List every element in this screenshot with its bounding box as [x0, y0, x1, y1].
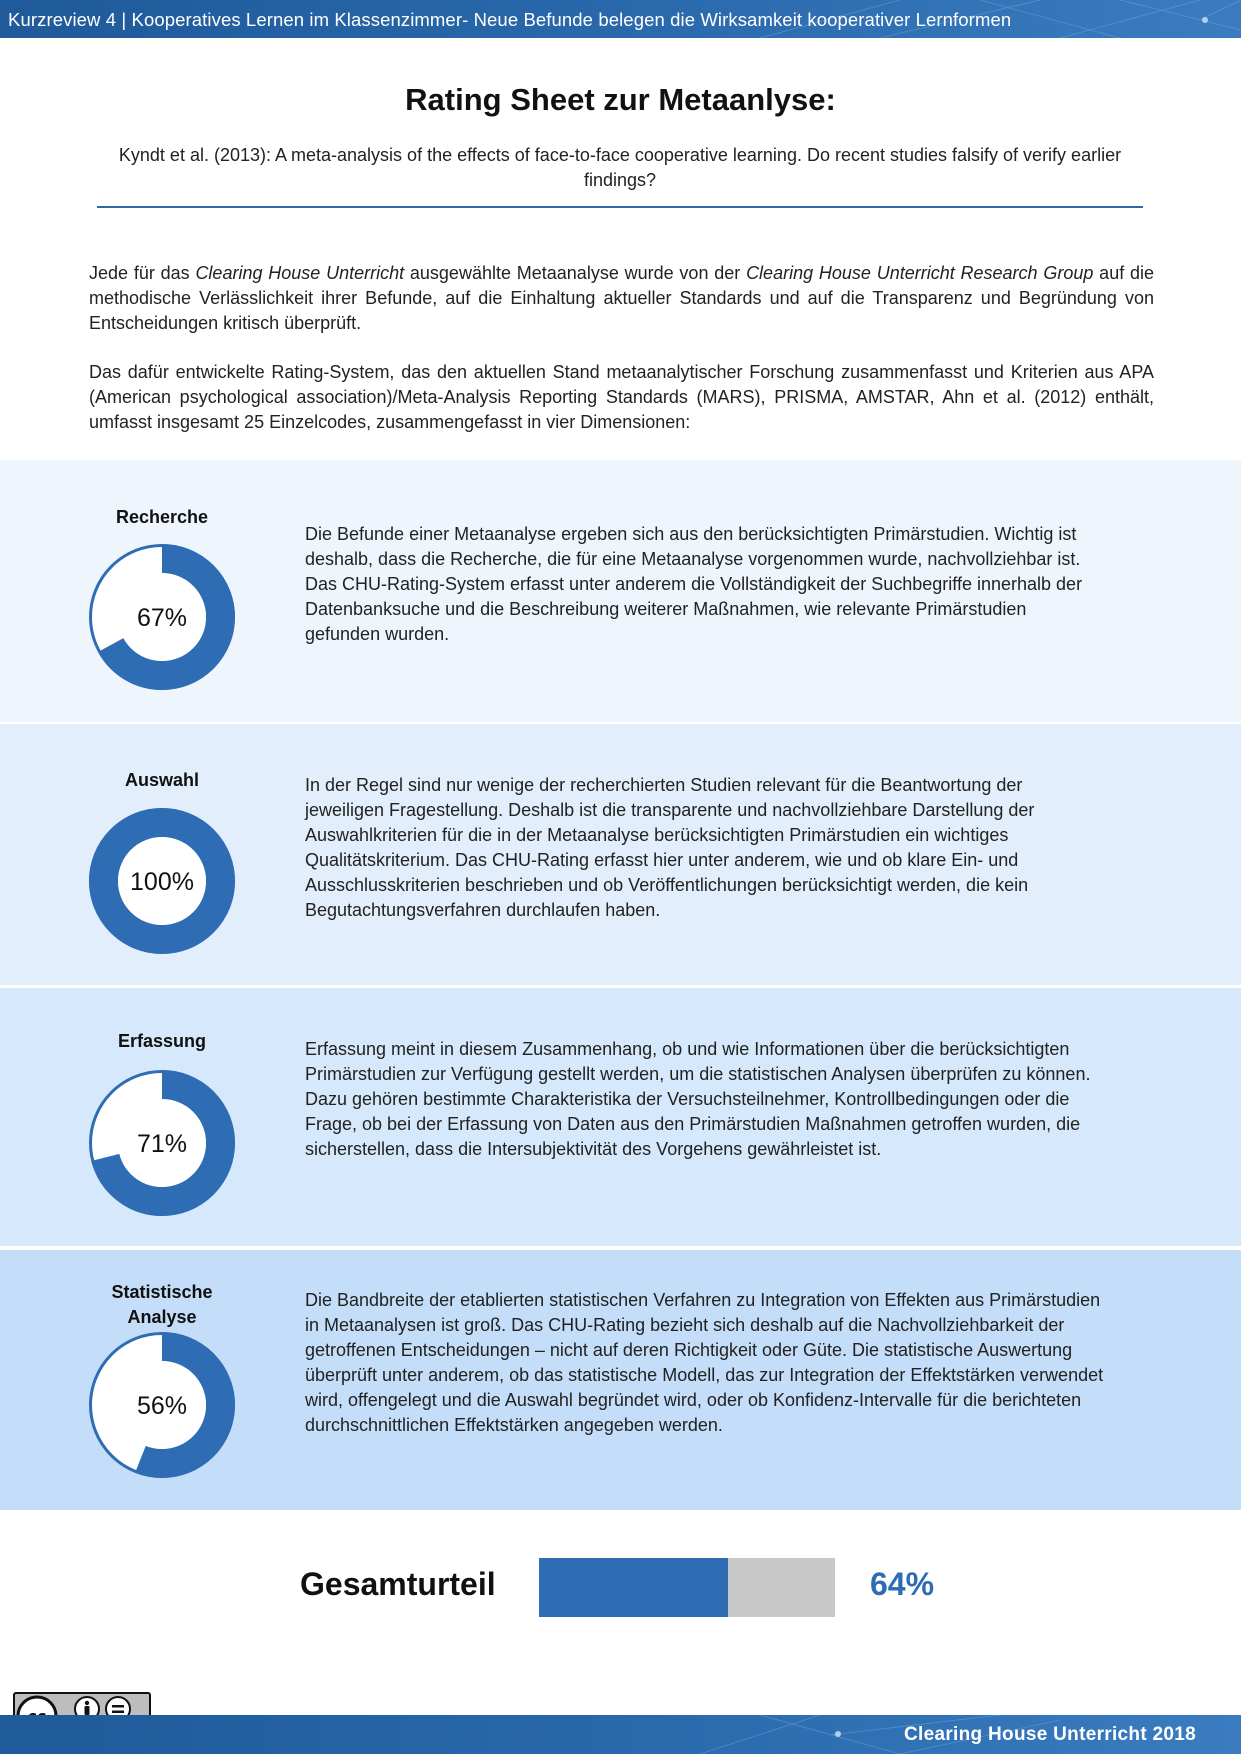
dimension-statistische-analyse [0, 1250, 1241, 1510]
title-divider [97, 206, 1143, 208]
dimension-label: Auswahl [124, 770, 199, 790]
donut-value-label: 71% [136, 1130, 188, 1158]
intro-text: ausgewählte Metaanalyse wurde von der [404, 263, 747, 283]
dimension-auswahl [0, 724, 1241, 985]
overall-progress-bar [539, 1558, 835, 1617]
donut-value-label: 67% [136, 604, 188, 632]
page-title: Rating Sheet zur Metaanlyse: [405, 82, 836, 117]
intro-paragraph-1 [89, 261, 1154, 336]
overall-progress-fill [539, 1558, 728, 1617]
footer-text: Clearing House Unterricht 2018 [904, 1724, 1196, 1745]
footer-bar [0, 1715, 1241, 1754]
intro-text: Jede für das [89, 263, 196, 283]
donut-chart [87, 542, 237, 692]
page-subtitle: Kyndt et al. (2013): A meta-analysis of the effects of face-to-face cooperative learning. Do recent studies falsify of verify earlier findings? [118, 145, 1122, 190]
donut-chart [87, 1068, 237, 1218]
overall-value: 64% [870, 1566, 935, 1602]
dimension-label: Recherche [115, 507, 209, 527]
intro-text: auf die methodische Verlässlichkeit ihrer Befunde, auf die Einhaltung aktueller Standards und auf die Transparenz und Begründung von Entscheidungen kritisch überprüft. [89, 263, 1155, 333]
dimension-description: Erfassung meint in diesem Zusammenhang, ob und wie Informationen über die berücksichtigten Primärstudien zur Verfügung gestellt werden, um die statistischen Analysen überprüfen zu können. Dazu gehören bestimmte Charakteristika der Versuchsteilnehmer, Kontrollbedingungen oder die Frage, ob bei der Erfassung von Daten aus den Primärstudien Maßnahmen getroffen wurden, die sicherstellen, dass die Intersubjektivität des Vorgehens gewährleistet ist. [305, 1039, 1091, 1159]
intro-emphasis: Clearing House Unterricht [195, 263, 405, 283]
dimension-label: Erfassung [117, 1031, 207, 1051]
donut-value-label: 100% [130, 868, 194, 896]
donut-chart [87, 806, 237, 956]
donut-chart [87, 1330, 237, 1480]
header-title: Kurzreview 4 | Kooperatives Lernen im Klassenzimmer- Neue Befunde belegen die Wirksamkeit kooperativer Lernformen [8, 9, 1012, 30]
dimension-description: Die Bandbreite der etablierten statistischen Verfahren zu Integration von Effekten aus Primärstudien in Metaanalysen ist groß. Das CHU-Rating bezieht sich deshalb auf die Nachvollziehbarkeit der getroffenen Entscheidungen – nicht auf deren Richtigkeit oder Güte. Die statistische Auswertung überprüft unter anderem, ob das statistische Modell, das zur Integration der Effektstärken verwendet wird, offengelegt und die Auswahl begründet wird, oder ob Konfidenz-Intervalle für die berichteten durchschnittlichen Effektstärken angegeben werden. [305, 1290, 1104, 1435]
overall-label: Gesamturteil [300, 1566, 496, 1602]
dimension-erfassung [0, 988, 1241, 1246]
dimension-description: In der Regel sind nur wenige der recherchierten Studien relevant für die Beantwortung der jeweiligen Fragestellung. Deshalb ist die transparente und nachvollziehbare Darstellung der Auswahlkriterien für die in der Metaanalyse berücksichtigten Primärstudien ein wichtiges Qualitätskriterium. Das CHU-Rating erfasst hier unter anderem, wie und ob klare Ein- und Ausschlusskriterien beschrieben und ob Veröffentlichungen berücksichtigt werden, die kein Begutachtungsverfahren durchlaufen haben. [305, 775, 1035, 920]
dimension-description: Die Befunde einer Metaanalyse ergeben sich aus den berücksichtigten Primärstudien. Wichtig ist deshalb, dass die Recherche, die für eine Metaanalyse vorgenommen wurde, nachvollziehbar ist. Das CHU-Rating-System erfasst unter anderem die Vollständigkeit der Suchbegriffe innerhalb der Datenbanksuche und die Beschreibung weiterer Maßnahmen, wie relevante Primärstudien gefunden wurden. [305, 524, 1083, 644]
intro-paragraph-2: Das dafür entwickelte Rating-System, das den aktuellen Stand metaanalytischer Forschung zusammenfasst und Kriterien aus APA (American psychological association)/Meta-Analysis Reporting Standards (MARS), PRISMA, AMSTAR, Ahn et al. (2012) enthält, umfasst insgesamt 25 Einzelcodes, zusammengefasst in vier Dimensionen: [89, 362, 1154, 432]
header-bar [0, 0, 1241, 38]
intro-emphasis: Clearing House Unterricht Research Group [746, 263, 1094, 283]
donut-value-label: 56% [136, 1392, 188, 1420]
dimension-recherche [0, 460, 1241, 722]
dimension-label: Statistische Analyse [111, 1282, 213, 1327]
